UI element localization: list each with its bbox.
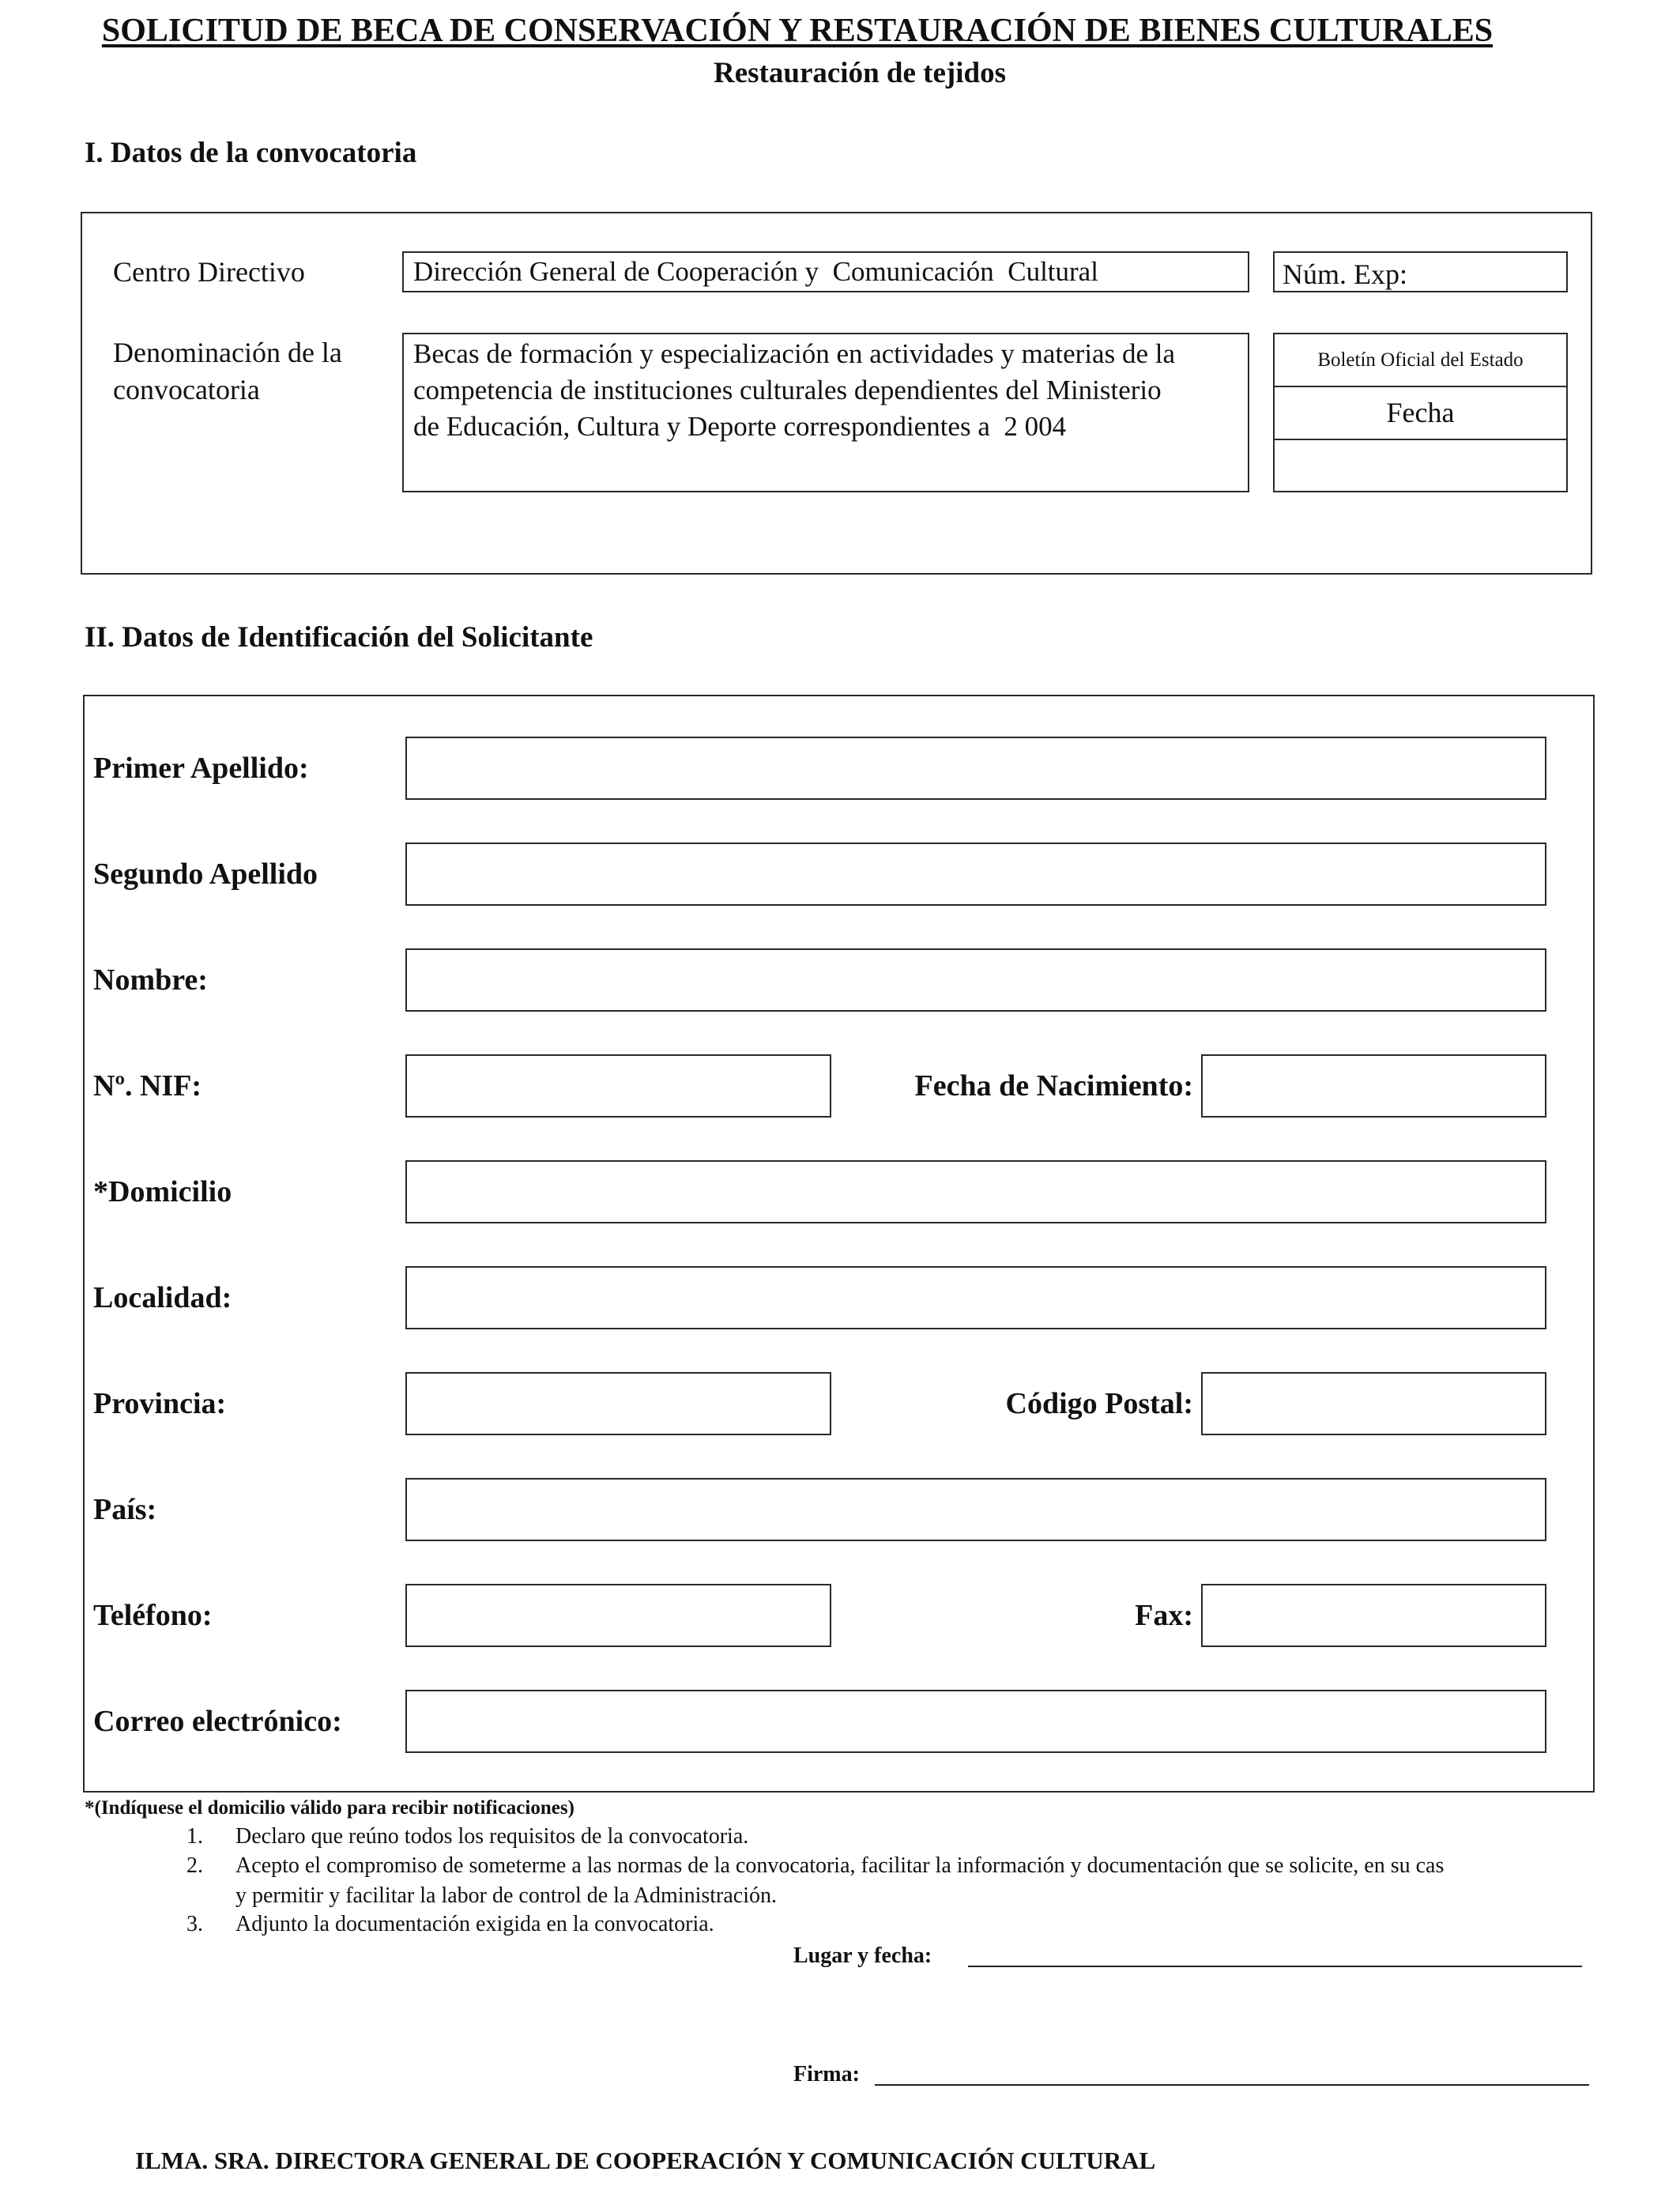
page-subtitle: Restauración de tejidos xyxy=(714,57,1006,89)
codigo-postal-label: Código Postal: xyxy=(1005,1387,1193,1420)
correo-field[interactable] xyxy=(405,1690,1546,1753)
fecha-label: Fecha xyxy=(1275,387,1566,440)
fecha-nacimiento-label: Fecha de Nacimiento: xyxy=(914,1069,1193,1103)
centro-directivo-value: Dirección General de Cooperación y Comunicación Cultural xyxy=(413,256,1098,287)
lugar-fecha-line[interactable] xyxy=(968,1966,1582,1967)
denominacion-value-line-1: Becas de formación y especialización en actividades y materias de la xyxy=(413,338,1176,369)
lugar-fecha-label: Lugar y fecha: xyxy=(793,1943,932,1968)
segundo-apellido-field[interactable] xyxy=(405,843,1546,906)
num-exp-field[interactable] xyxy=(1273,251,1568,292)
fecha-nacimiento-field[interactable] xyxy=(1201,1054,1546,1118)
denominacion-value-line-3: de Educación, Cultura y Deporte correspondientes a 2 004 xyxy=(413,411,1067,442)
declaration-3-number: 3. xyxy=(186,1912,203,1936)
declaration-1-text: Declaro que reúno todos los requisitos de la convocatoria. xyxy=(235,1824,749,1849)
denominacion-field xyxy=(402,333,1249,492)
declaration-3-text: Adjunto la documentación exigida en la convocatoria. xyxy=(235,1912,714,1936)
section-1-heading: I. Datos de la convocatoria xyxy=(85,137,417,169)
correo-label: Correo electrónico: xyxy=(93,1705,342,1738)
boe-date-field[interactable] xyxy=(1275,440,1566,493)
nombre-field[interactable] xyxy=(405,948,1546,1012)
pais-field[interactable] xyxy=(405,1478,1546,1541)
nif-label: Nº. NIF: xyxy=(93,1069,202,1103)
fax-label: Fax: xyxy=(1135,1599,1193,1632)
firma-line[interactable] xyxy=(875,2084,1589,2086)
declaration-2-number: 2. xyxy=(186,1853,203,1878)
num-exp-label: Núm. Exp: xyxy=(1283,258,1407,290)
denominacion-value-line-2: competencia de instituciones culturales dependientes del Ministerio xyxy=(413,375,1162,405)
nombre-label: Nombre: xyxy=(93,963,208,997)
pais-label: País: xyxy=(93,1493,157,1526)
provincia-field[interactable] xyxy=(405,1372,831,1435)
addressee: ILMA. SRA. DIRECTORA GENERAL DE COOPERACIÓN Y COMUNICACIÓN CULTURAL xyxy=(135,2147,1156,2174)
localidad-label: Localidad: xyxy=(93,1281,232,1314)
centro-directivo-field xyxy=(402,251,1249,292)
section-2-heading: II. Datos de Identificación del Solicitante xyxy=(85,621,593,654)
declaration-1-number: 1. xyxy=(186,1824,203,1849)
page-title: SOLICITUD DE BECA DE CONSERVACIÓN Y RESTAURACIÓN DE BIENES CULTURALES xyxy=(101,13,1494,49)
localidad-field[interactable] xyxy=(405,1266,1546,1329)
codigo-postal-field[interactable] xyxy=(1201,1372,1546,1435)
declaration-2-text-line-2: y permitir y facilitar la labor de control de la Administración. xyxy=(235,1883,778,1908)
denominacion-label-line-2: convocatoria xyxy=(113,374,260,405)
nif-field[interactable] xyxy=(405,1054,831,1118)
telefono-label: Teléfono: xyxy=(93,1599,213,1632)
fax-field[interactable] xyxy=(1201,1584,1546,1647)
primer-apellido-label: Primer Apellido: xyxy=(93,752,309,785)
provincia-label: Provincia: xyxy=(93,1387,227,1420)
domicilio-field[interactable] xyxy=(405,1160,1546,1223)
boe-label: Boletín Oficial del Estado xyxy=(1275,334,1566,387)
firma-label: Firma: xyxy=(793,2062,860,2087)
domicilio-label: *Domicilio xyxy=(93,1175,232,1208)
centro-directivo-label: Centro Directivo xyxy=(113,256,305,288)
boe-box xyxy=(1273,333,1568,492)
declaration-2-text-line-1: Acepto el compromiso de someterme a las normas de la convocatoria, facilitar la información y documentación que se solicite, en su cas xyxy=(235,1853,1445,1878)
denominacion-label-line-1: Denominación de la xyxy=(113,337,342,368)
segundo-apellido-label: Segundo Apellido xyxy=(93,858,318,891)
telefono-field[interactable] xyxy=(405,1584,831,1647)
domicilio-footnote: *(Indíquese el domicilio válido para recibir notificaciones) xyxy=(85,1797,574,1819)
primer-apellido-field[interactable] xyxy=(405,737,1546,800)
